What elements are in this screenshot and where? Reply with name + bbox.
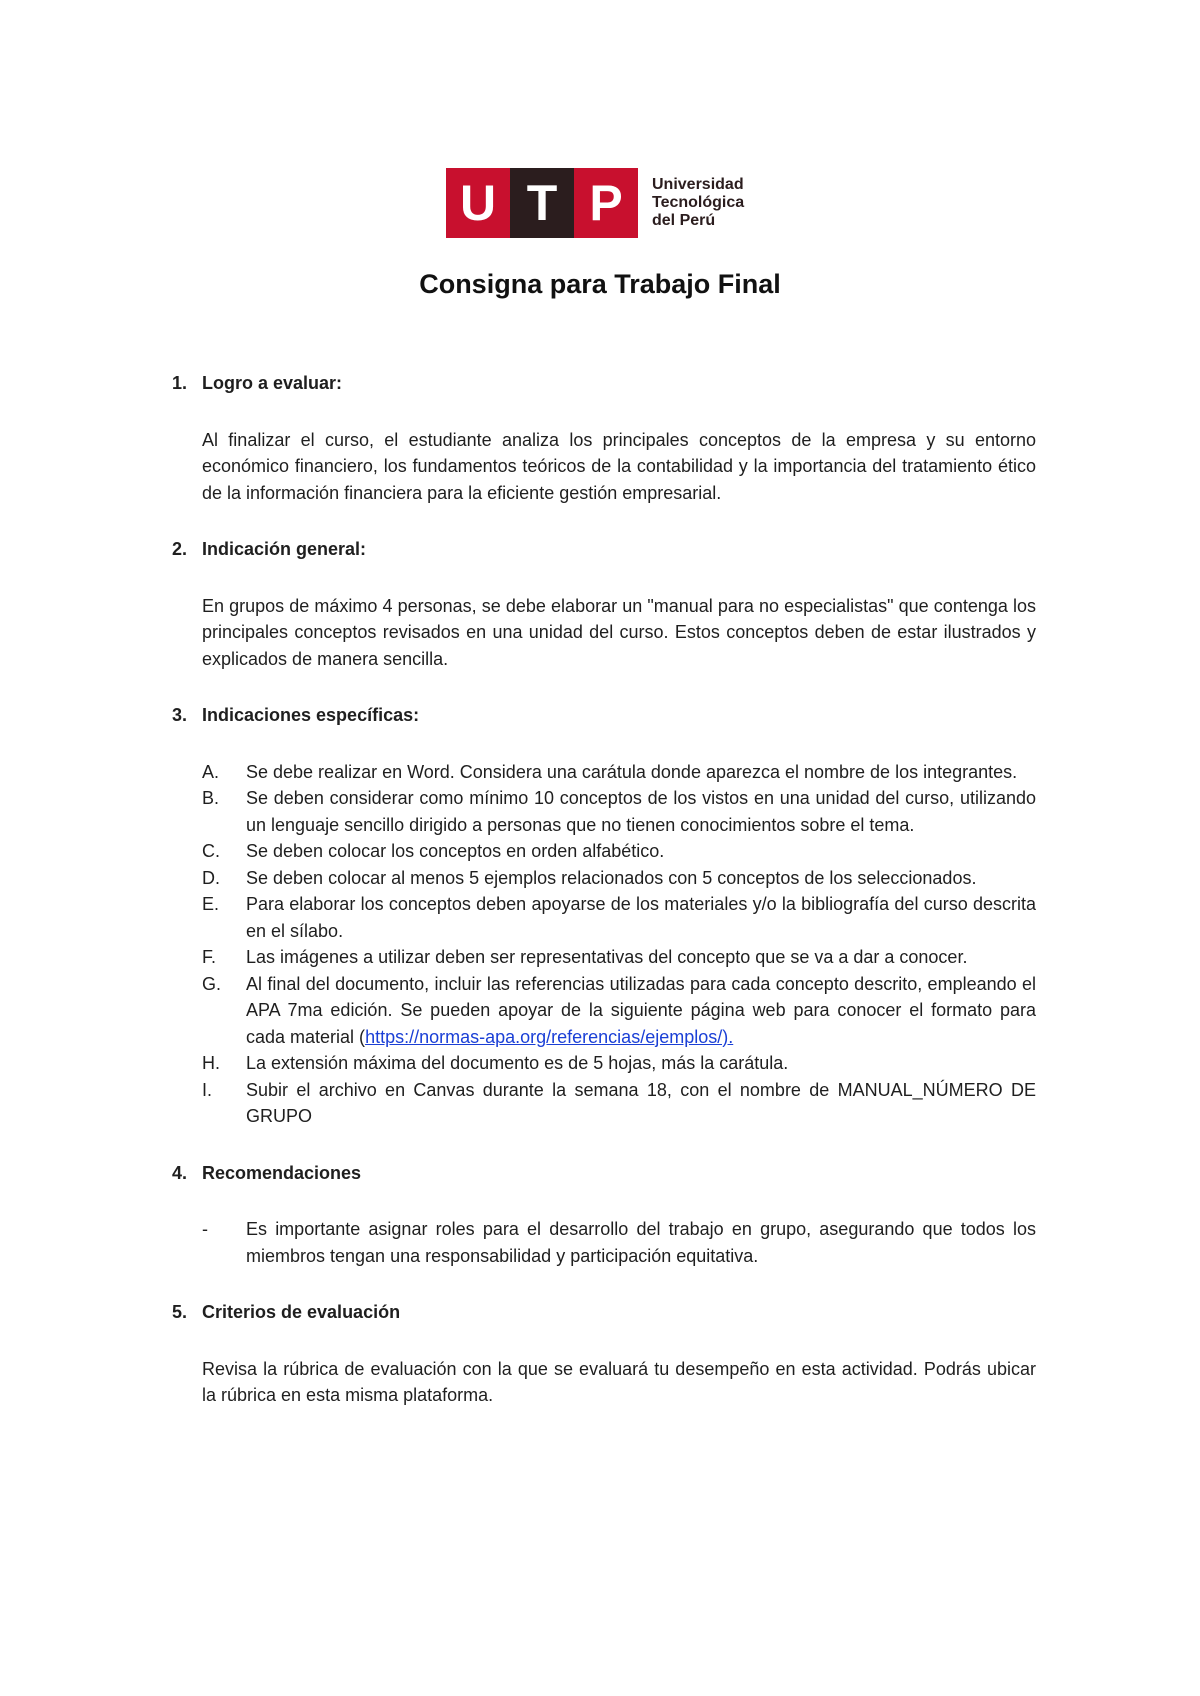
section-5-text: Revisa la rúbrica de evaluación con la que se evaluará tu desempeño en esta actividad. Podrás ubicar la rúbrica en esta misma plataforma. — [202, 1358, 1036, 1405]
list-marker: G. — [202, 973, 222, 994]
list-marker: I. — [202, 1079, 213, 1100]
section-2-text: En grupos de máximo 4 personas, se debe elaborar un "manual para no especialistas" que contenga los principales conceptos revisados en una unidad del curso. Estos conceptos deben de estar ilustrados y explicados de manera sencilla. — [202, 595, 1036, 669]
list-item — [202, 759, 1036, 786]
logo-letter-p: P — [574, 168, 638, 238]
logo-line-3: del Perú — [652, 212, 716, 229]
list-marker: - — [202, 1219, 208, 1239]
list-item — [202, 1216, 1036, 1269]
recommendations-list — [172, 1216, 1036, 1269]
logo-letter-u: U — [446, 168, 510, 238]
list-item — [202, 891, 1036, 944]
list-item — [202, 1050, 1036, 1077]
list-marker: F. — [202, 947, 217, 967]
list-item-text: Se deben colocar al menos 5 ejemplos relacionados con 5 conceptos de los seleccionados. — [246, 867, 977, 888]
section-4-heading — [172, 1160, 1036, 1187]
section-5-heading — [172, 1299, 1036, 1326]
logo-line-1: Universidad — [652, 176, 744, 193]
logo-letter-t: T — [510, 168, 574, 238]
apa-references-link[interactable]: https://normas-apa.org/referencias/ejemplos/). — [365, 1026, 734, 1047]
logo-wordmark — [652, 176, 744, 230]
list-marker: D. — [202, 867, 220, 888]
section-5-number: 5. — [172, 1302, 188, 1322]
list-marker: C. — [202, 841, 220, 861]
list-marker: H. — [202, 1053, 220, 1073]
list-item-text: Se deben colocar los conceptos en orden alfabético. — [246, 841, 665, 861]
page-title: Consigna para Trabajo Final — [419, 269, 781, 299]
section-1-title: Logro a evaluar: — [202, 373, 343, 393]
section-3-number: 3. — [172, 705, 188, 725]
section-4-number: 4. — [172, 1162, 188, 1183]
list-item-text: Es importante asignar roles para el desarrollo del trabajo en grupo, asegurando que todos los miembros tengan una responsabilidad y participación equitativa. — [246, 1219, 1036, 1266]
list-marker: A. — [202, 761, 220, 782]
list-item — [202, 785, 1036, 838]
list-item — [202, 971, 1036, 1051]
list-item — [202, 838, 1036, 865]
section-3-heading — [172, 702, 1036, 729]
list-item-text: Al final del documento, incluir las referencias utilizadas para cada concepto descrito, empleando el APA 7ma edición. Se pueden apoyar de la siguiente página web para conocer el formato para cada material ( — [246, 973, 1036, 1047]
section-5-title: Criterios de evaluación — [202, 1302, 401, 1322]
list-item-text: Para elaborar los conceptos deben apoyarse de los materiales y/o la bibliografía del curso descrita en el sílabo. — [246, 894, 1036, 941]
section-4-title: Recomendaciones — [202, 1162, 362, 1183]
list-marker: E. — [202, 894, 220, 914]
section-2-number: 2. — [172, 539, 188, 559]
list-item — [202, 1077, 1036, 1130]
list-item-text: La extensión máxima del documento es de 5 hojas, más la carátula. — [246, 1053, 789, 1073]
section-3-title: Indicaciones específicas: — [202, 705, 420, 725]
logo-line-2: Tecnológica — [652, 194, 745, 211]
section-2-heading — [172, 536, 1036, 563]
list-item-text: Se debe realizar en Word. Considera una carátula donde aparezca el nombre de los integrantes. — [246, 761, 1018, 782]
list-item-text: Se deben considerar como mínimo 10 conceptos de los vistos en una unidad del curso, utilizando un lenguaje sencillo dirigido a personas que no tienen conocimientos sobre el tema. — [246, 788, 1036, 835]
section-1-heading — [172, 370, 1036, 397]
list-item — [202, 944, 1036, 971]
utp-logo — [446, 168, 744, 238]
list-item-text: Las imágenes a utilizar deben ser representativas del concepto que se va a dar a conocer. — [246, 947, 968, 967]
section-1-text: Al finalizar el curso, el estudiante analiza los principales conceptos de la empresa y su entorno económico financiero, los fundamentos teóricos de la contabilidad y la importancia del tratamiento ético de la información financiera para la eficiente gestión empresarial. — [202, 429, 1036, 503]
section-2-title: Indicación general: — [202, 539, 367, 559]
document-body — [172, 370, 1036, 1409]
list-marker: B. — [202, 788, 220, 808]
section-1-number: 1. — [172, 373, 188, 393]
list-item — [202, 865, 1036, 892]
specific-indications-list — [172, 759, 1036, 1130]
list-item-text: Subir el archivo en Canvas durante la semana 18, con el nombre de MANUAL_NÚMERO DE GRUPO — [246, 1079, 1036, 1126]
